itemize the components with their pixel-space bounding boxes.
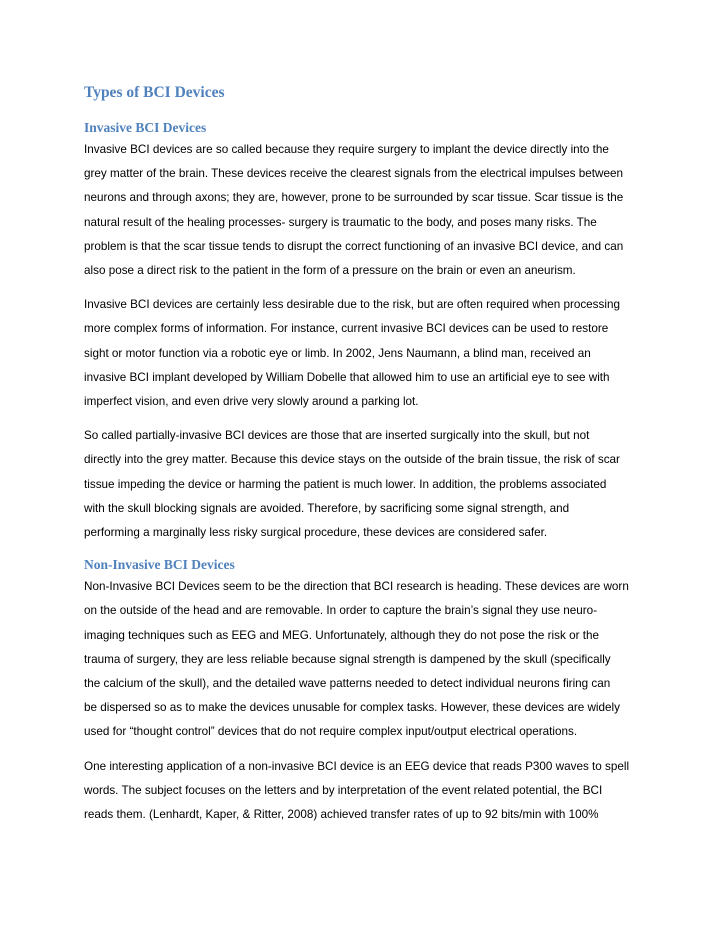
text-line: invasive BCI implant developed by William Dobelle that allowed him to use an artificial eye to see with bbox=[84, 370, 610, 384]
section-heading-non-invasive: Non-Invasive BCI Devices bbox=[84, 557, 235, 573]
text-line: sight or motor function via a robotic eye or limb. In 2002, Jens Naumann, a blind man, received an bbox=[84, 346, 591, 360]
text-line: grey matter of the brain. These devices receive the clearest signals from the electrical impulses between bbox=[84, 167, 623, 181]
text-line: neurons and through axons; they are, however, prone to be surrounded by scar tissue. Scar tissue is the bbox=[84, 191, 624, 205]
text-line: tissue impeding the device or harming the patient is much lower. In addition, the problems associated bbox=[84, 477, 607, 491]
text-line: be dispersed so as to make the devices unusable for complex tasks. However, these devices are widely bbox=[84, 701, 620, 715]
text-line: performing a marginally less risky surgical procedure, these devices are considered safer. bbox=[84, 526, 548, 540]
document-page bbox=[84, 82, 648, 837]
text-line: imperfect vision, and even drive very slowly around a parking lot. bbox=[84, 395, 419, 409]
text-line: natural result of the healing processes- surgery is traumatic to the body, and poses many risks. The bbox=[84, 215, 597, 229]
text-line: imaging techniques such as EEG and MEG. Unfortunately, although they do not pose the risk or the bbox=[84, 628, 599, 642]
text-line: Invasive BCI devices are certainly less desirable due to the risk, but are often required when processing bbox=[84, 298, 620, 312]
text-line: Non-Invasive BCI Devices seem to be the direction that BCI research is heading. These devices are worn bbox=[84, 580, 629, 594]
document-title: Types of BCI Devices bbox=[84, 84, 225, 101]
paragraph bbox=[84, 138, 648, 283]
text-line: also pose a direct risk to the patient in the form of a pressure on the brain or even an aneurism. bbox=[84, 264, 576, 278]
text-line: One interesting application of a non-invasive BCI device is an EEG device that reads P300 waves to spell bbox=[84, 759, 630, 773]
text-line: problem is that the scar tissue tends to disrupt the correct functioning of an invasive BCI device, and can bbox=[84, 239, 624, 253]
text-line: used for “thought control” devices that do not require complex input/output electrical operations. bbox=[84, 725, 578, 739]
text-line: more complex forms of information. For instance, current invasive BCI devices can be used to restore bbox=[84, 322, 609, 336]
text-line: on the outside of the head and are removable. In order to capture the brain’s signal they use neuro- bbox=[84, 604, 598, 618]
paragraph bbox=[84, 575, 648, 744]
text-line: words. The subject focuses on the letters and by interpretation of the event related potential, the BCI bbox=[84, 783, 603, 797]
text-line: the calcium of the skull), and the detailed wave patterns needed to detect individual neurons firing can bbox=[84, 677, 611, 691]
section-heading-invasive: Invasive BCI Devices bbox=[84, 120, 207, 135]
text-line: Invasive BCI devices are so called because they require surgery to implant the device directly into the bbox=[84, 143, 609, 156]
text-line: directly into the grey matter. Because this device stays on the outside of the brain tissue, the risk of scar bbox=[84, 453, 620, 467]
text-line: trauma of surgery, they are less reliable because signal strength is dampened by the skull (specifically bbox=[84, 652, 611, 666]
text-line: reads them. (Lenhardt, Kaper, & Ritter, 2008) achieved transfer rates of up to 92 bits/min with 100% bbox=[84, 808, 599, 822]
paragraph bbox=[84, 424, 648, 545]
text-line: So called partially-invasive BCI devices are those that are inserted surgically into the skull, but not bbox=[84, 429, 590, 443]
text-line: with the skull blocking signals are avoided. Therefore, by sacrificing some signal strength, and bbox=[84, 501, 570, 515]
paragraph bbox=[84, 293, 648, 414]
paragraph bbox=[84, 755, 648, 828]
